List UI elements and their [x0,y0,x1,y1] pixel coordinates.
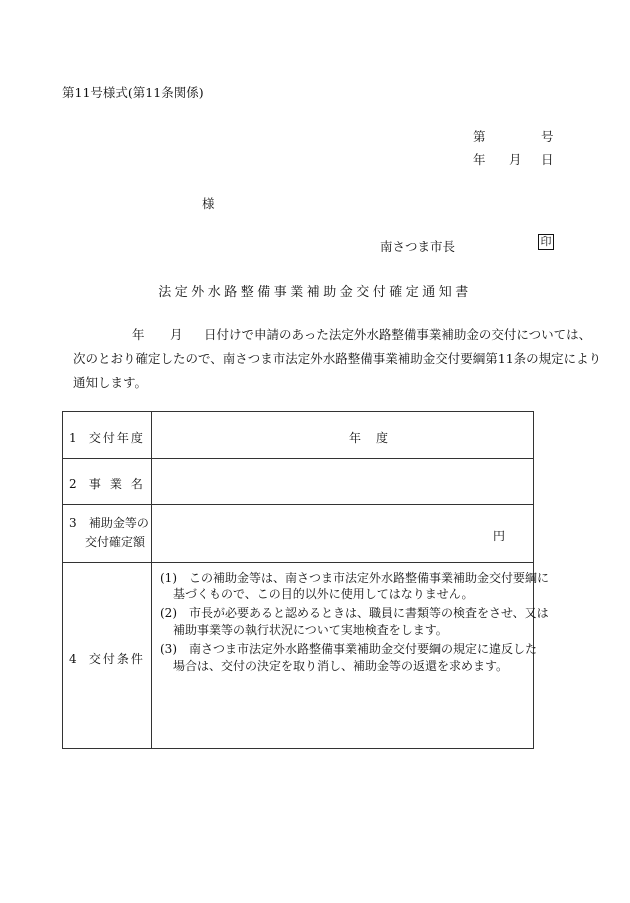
condition-3-line1: (3) 南さつま市法定外水路整備事業補助金交付要綱の規定に違反した [160,642,538,656]
amount-cell [152,505,533,562]
body-text-line2: 次のとおり確定したので、南さつま市法定外水路整備事業補助金交付要綱第11条の規定により [73,351,602,366]
table-row-amount [63,505,533,563]
row-label-text: 交付条件 [88,652,145,666]
body-text-line1: 日付けで申請のあった法定外水路整備事業補助金の交付については、 [204,327,592,342]
info-table [62,411,550,749]
row-label-fiscal-year [69,429,145,446]
condition-3-line2: 場合は、交付の決定を取り消し、補助金等の返還を求めます。 [173,659,509,673]
condition-1-line2: 基づくもので、この目的以外に使用してはなりません。 [173,587,474,601]
seal-mark: 印 [538,234,554,250]
recipient-honorific: 様 [202,196,215,211]
body-text-line3: 通知します。 [73,375,148,390]
row-label-text: 事業名 [88,477,152,491]
conditions-cell [152,563,550,749]
date-month: 月 [509,152,522,167]
row-label-conditions [69,650,145,667]
fiscal-year-cell [152,412,533,458]
table-row-conditions [63,563,550,749]
date-year: 年 [473,152,486,167]
row-label-project-name [69,475,152,492]
condition-1-line1: (1) この補助金等は、南さつま市法定外水路整備事業補助金交付要綱に [160,571,550,585]
row-label-amount-line2: 交付確定額 [85,535,146,549]
table-column-divider [151,412,152,748]
row-label-text: 交付年度 [88,431,145,445]
condition-2-line1: (2) 市長が必要あると認めるときは、職員に書類等の検査をさせ、又は [160,606,549,620]
project-name-cell [152,459,533,504]
date-day: 日 [541,152,554,167]
row-number: 2 [69,477,77,491]
row-number: 4 [69,652,77,666]
form-number: 第11号様式(第11条関係) [62,85,204,100]
document-number-prefix: 第 [473,129,486,144]
issuer-title: 南さつま市長 [380,239,456,254]
fiscal-year-suffix: 度 [376,431,389,445]
fiscal-year-year: 年 [349,431,362,445]
row-number: 1 [69,431,77,445]
table-row-project-name [63,459,533,505]
document-number-suffix: 号 [541,129,554,144]
row-number: 3 [69,516,77,530]
body-year: 年 [132,327,145,342]
condition-2-line2: 補助事業等の執行状況について実地検査をします。 [173,623,448,637]
document-title: 法定外水路整備事業補助金交付確定通知書 [158,285,472,300]
table-row-fiscal-year [63,412,533,459]
body-month: 月 [170,327,183,342]
row-label-text-line1: 補助金等の [88,516,149,530]
row-label-amount [69,514,149,531]
amount-unit: 円 [492,529,505,543]
